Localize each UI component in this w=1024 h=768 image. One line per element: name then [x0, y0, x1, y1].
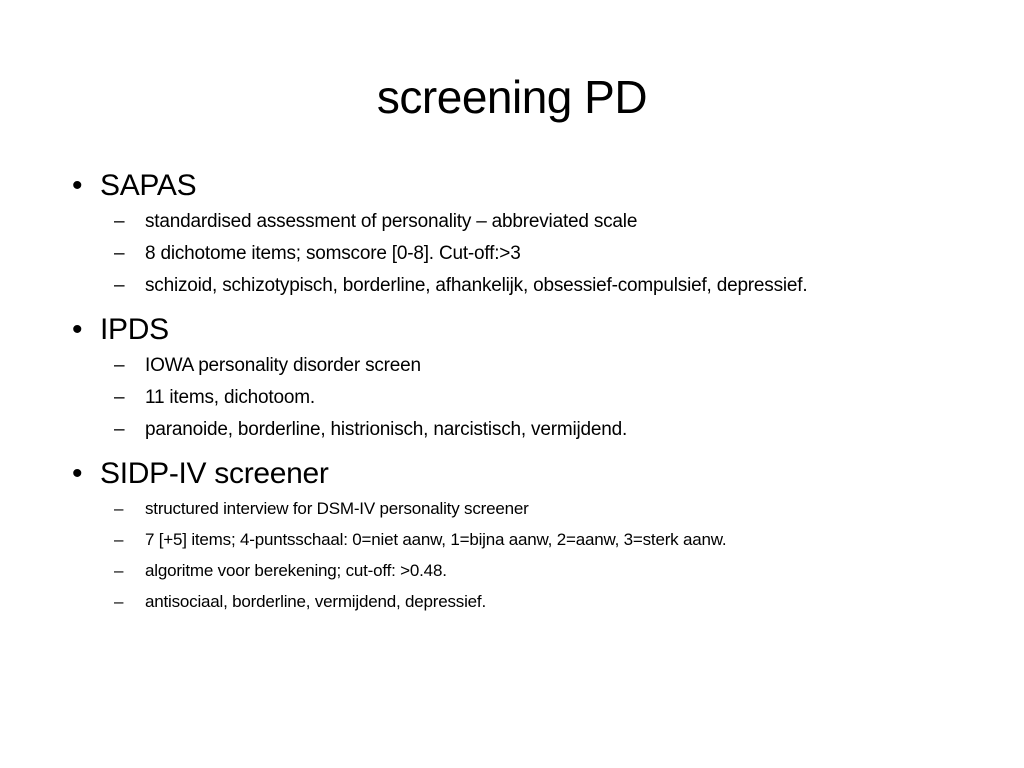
- sub-item: [72, 498, 932, 520]
- bullet-sidp-iv-screener: [72, 450, 932, 498]
- dash-icon: –: [114, 211, 125, 232]
- sub-item-text: 8 dichotome items; somscore [0-8]. Cut-off:>3: [145, 243, 521, 264]
- sub-item: [72, 529, 932, 551]
- dash-icon: –: [114, 275, 125, 296]
- sub-item-text: algoritme voor berekening; cut-off: >0.48.: [145, 561, 447, 580]
- sub-item-text: antisociaal, borderline, vermijdend, depressief.: [145, 592, 486, 611]
- sub-item: [72, 560, 932, 582]
- dash-icon: –: [114, 355, 125, 376]
- sub-item-text: 11 items, dichotoom.: [145, 387, 315, 408]
- sub-list-sidp-iv: [72, 498, 932, 613]
- dash-icon: –: [114, 243, 125, 264]
- sub-list-ipds: [72, 354, 932, 441]
- sub-item-text: structured interview for DSM-IV personality screener: [145, 499, 529, 518]
- bullet-heading: SAPAS: [100, 169, 197, 202]
- sub-item: [72, 418, 932, 441]
- sub-item: [72, 354, 932, 377]
- dash-icon: –: [114, 561, 124, 580]
- dash-icon: –: [114, 530, 124, 549]
- sub-item: [72, 591, 932, 613]
- sub-item-text: standardised assessment of personality – abbreviated scale: [145, 211, 638, 232]
- sub-item-text: IOWA personality disorder screen: [145, 355, 421, 376]
- slide-title: screening PD: [376, 71, 648, 123]
- dash-icon: –: [114, 592, 124, 611]
- sub-item-text: paranoide, borderline, histrionisch, narcistisch, vermijdend.: [145, 419, 628, 440]
- bullet-ipds: [72, 306, 932, 354]
- bullet-icon: •: [72, 457, 83, 490]
- dash-icon: –: [114, 419, 125, 440]
- slide-content: [72, 162, 932, 622]
- bullet-icon: •: [72, 313, 83, 346]
- bullet-heading: IPDS: [100, 313, 169, 346]
- sub-item: [72, 274, 932, 297]
- bullet-heading: SIDP-IV screener: [100, 457, 329, 490]
- sub-list-sapas: [72, 210, 932, 297]
- dash-icon: –: [114, 499, 124, 518]
- dash-icon: –: [114, 387, 125, 408]
- bullet-icon: •: [72, 169, 83, 202]
- sub-item-text: 7 [+5] items; 4-puntsschaal: 0=niet aanw, 1=bijna aanw, 2=aanw, 3=sterk aanw.: [145, 530, 727, 549]
- sub-item: [72, 386, 932, 409]
- sub-item: [72, 242, 932, 265]
- bullet-sapas: [72, 162, 932, 210]
- sub-item: [72, 210, 932, 233]
- sub-item-text: schizoid, schizotypisch, borderline, afhankelijk, obsessief-compulsief, depressief.: [145, 275, 808, 296]
